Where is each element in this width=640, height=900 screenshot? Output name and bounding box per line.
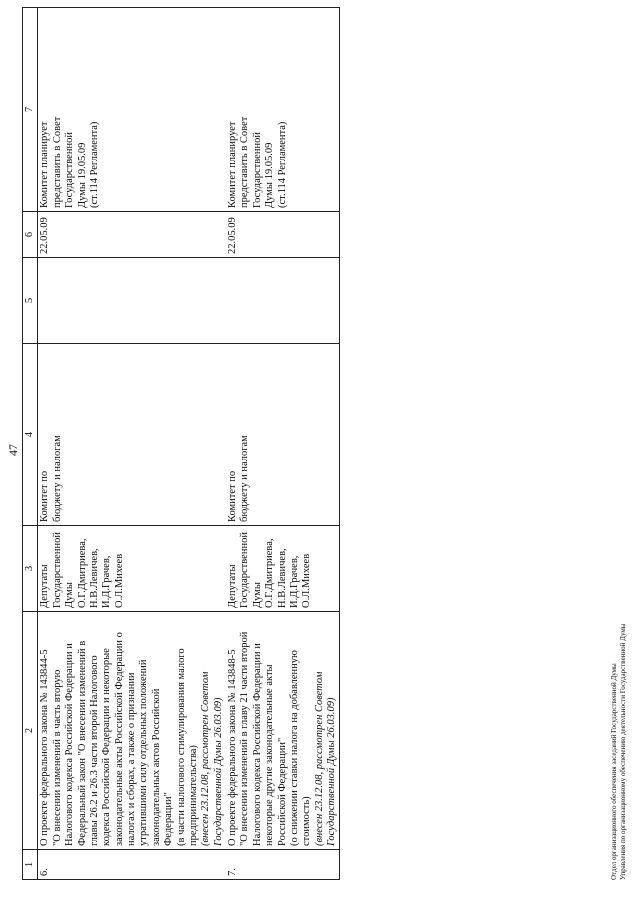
committee-line: бюджету и налогам	[239, 435, 251, 522]
header-col-7: 7	[23, 8, 38, 212]
submission-line: (внесен 23.12.08, рассмотрен Советом	[313, 671, 325, 846]
committee-line: Комитет по	[227, 470, 238, 522]
initiator-cell	[226, 526, 340, 612]
initiator-line: О.Л.Михеев	[113, 553, 125, 608]
header-col-2: 2	[23, 612, 38, 850]
submission-line: Государственной Думы 26.03.09)	[326, 697, 337, 846]
row-number: 6.	[38, 850, 226, 880]
header-col-1: 1	[23, 850, 38, 880]
bill-description-cell	[226, 612, 340, 850]
col5-cell	[226, 258, 340, 344]
footer-line-1: Отдел организационного обеспечения заседаний Государственной Думы	[610, 663, 618, 880]
committee-line: бюджету и налогам	[51, 435, 63, 522]
description-line: налогах и сборах, а также о признании	[126, 672, 137, 846]
bill-title-text: О проекте федерального закона № 143848-5	[227, 649, 238, 846]
description-line: (в части налогового стимулирования малого	[175, 648, 187, 846]
initiator-line: Н.В.Левичев,	[88, 548, 100, 608]
description-line: Налогового кодекса Российской Федерации и	[251, 643, 263, 846]
initiator-line: Н.В.Левичев,	[276, 548, 288, 608]
initiator-line: О.Г.Дмитриева,	[76, 538, 88, 608]
committee-line: Комитет по	[39, 470, 51, 522]
note-line: Государственной	[64, 132, 76, 208]
note-line: Комитет планирует	[227, 121, 238, 208]
initiator-line: О.Г.Дмитриева,	[264, 538, 276, 608]
description-line: главы 26.2 и 26.3 части второй Налогового	[88, 655, 100, 846]
initiator-line: И.Д.Грачев,	[101, 555, 113, 608]
initiator-line: Думы	[64, 582, 76, 608]
description-line: стоимость)	[301, 796, 313, 846]
description-line: Федерации"	[163, 792, 175, 846]
note-line: Думы 19.05.09	[264, 142, 276, 208]
initiator-line: Депутаты	[227, 564, 238, 608]
description-line: кодекса Российской Федерации и некоторые	[101, 648, 113, 846]
note-line: Государственной	[251, 132, 263, 208]
note-line: (ст.114 Регламента)	[88, 121, 100, 208]
description-line: законодательных актов Российской	[150, 688, 162, 846]
bill-title-text: О проекте федерального закона № 143844-5	[39, 649, 51, 846]
committee-cell	[38, 344, 226, 526]
description-line: Российской Федерации"	[276, 737, 288, 846]
description-line: "О внесении изменений в главу 21 части второй	[239, 631, 251, 846]
table-row	[38, 8, 226, 880]
description-line: Налогового кодекса Российской Федерации и	[64, 643, 76, 846]
page-footer	[610, 624, 628, 880]
description-line: "О внесении изменений в часть вторую	[51, 669, 63, 846]
agenda-table	[22, 7, 340, 880]
note-line: представить в Совет	[51, 116, 63, 208]
description-line: предпринимательства)	[187, 745, 199, 846]
initiator-line: Государственной	[51, 532, 63, 608]
initiator-line: Думы	[251, 582, 263, 608]
note-line: Комитет планирует	[39, 121, 51, 208]
header-row	[23, 8, 38, 880]
header-col-3: 3	[23, 526, 38, 612]
table-body	[38, 8, 340, 880]
submission-line: (внесен 23.12.08, рассмотрен Советом	[200, 671, 212, 846]
description-line: некоторые другие законодательные акты	[264, 664, 276, 846]
note-cell	[38, 8, 226, 212]
description-line: Федеральный закон "О внесении изменений в	[76, 640, 88, 846]
description-line: законодательные акты Российской Федерации о	[113, 632, 125, 846]
date-cell: 22.05.09	[38, 212, 226, 258]
initiator-cell	[38, 526, 226, 612]
committee-cell	[226, 344, 340, 526]
initiator-line: Государственной	[239, 532, 251, 608]
submission-line: Государственной Думы 26.03.09)	[212, 697, 224, 846]
bill-description-cell	[38, 612, 226, 850]
initiator-line: И.Д.Грачев,	[288, 555, 300, 608]
initiator-line: Депутаты	[39, 564, 51, 608]
header-col-4: 4	[23, 344, 38, 526]
bill-title	[227, 615, 239, 846]
description-line: (о снижении ставки налога на добавленную	[288, 650, 300, 846]
note-cell	[226, 8, 340, 212]
note-line: Думы 19.05.09	[76, 142, 88, 208]
table-row	[226, 8, 340, 880]
note-line: (ст.114 Регламента)	[276, 121, 288, 208]
table-header	[23, 8, 38, 880]
bill-title	[39, 615, 51, 846]
col5-cell	[38, 258, 226, 344]
header-col-6: 6	[23, 212, 38, 258]
description-line: утратившими силу отдельных положений	[138, 659, 150, 846]
initiator-line: О.Л.Михеев	[301, 553, 313, 608]
date-cell: 22.05.09	[226, 212, 340, 258]
footer-line-2: Управления по организационному обеспечению деятельности Государственной Думы	[618, 623, 627, 880]
note-line: представить в Совет	[239, 116, 251, 208]
row-number: 7.	[226, 850, 340, 880]
header-col-5: 5	[23, 258, 38, 344]
page-number: 47	[6, 444, 20, 456]
